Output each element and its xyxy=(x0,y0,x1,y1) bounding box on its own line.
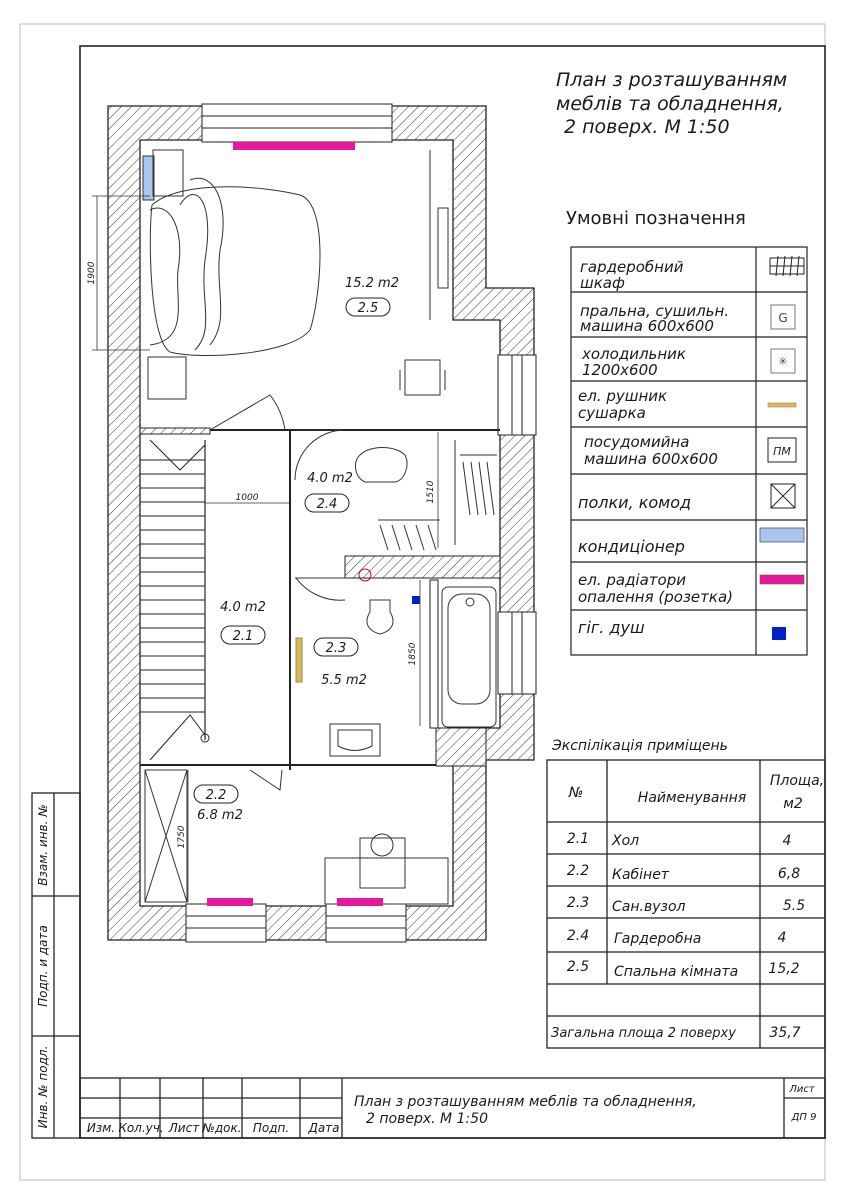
room-area-2-5: 15.2 m2 xyxy=(344,276,400,291)
tb-col-change: Изм. xyxy=(86,1121,116,1135)
staircase xyxy=(140,440,209,760)
radiator-study-left xyxy=(207,898,253,906)
explication-row-area: 6,8 xyxy=(777,866,801,882)
legend-label-wardrobe-2: шкаф xyxy=(580,274,625,292)
tb-col-date: Дата xyxy=(308,1121,340,1135)
explication-row-name: Сан.вузол xyxy=(612,899,686,915)
stamp-replace-inv: Взам. инв. № xyxy=(36,804,50,886)
radiator-icon xyxy=(760,575,804,584)
explication-row-name: Хол xyxy=(612,833,640,849)
tb-description-1: План з розташуванням меблів та обладнення, xyxy=(354,1094,697,1110)
explication-row-name: Кабінет xyxy=(612,867,669,883)
legend-label-ac: кондиціонер xyxy=(578,537,685,556)
room-tag-2-2: 2.2 xyxy=(205,788,227,803)
bath-partition xyxy=(430,580,438,728)
explication-row-num: 2.2 xyxy=(566,863,590,879)
room-area-2-3: 5.5 m2 xyxy=(321,673,367,688)
room-tag-2-4: 2.4 xyxy=(316,497,338,512)
title-line-3: 2 поверх. М 1:50 xyxy=(564,116,730,138)
fridge-icon xyxy=(771,349,795,373)
radiator-bedroom xyxy=(233,142,355,150)
explication-row-area: 15,2 xyxy=(768,961,800,977)
explication-row-num: 2.1 xyxy=(566,831,590,847)
air-conditioner-marker xyxy=(143,156,154,200)
bed-outline xyxy=(150,187,320,356)
bedroom-furniture xyxy=(143,142,448,399)
explication-row-num: 2.5 xyxy=(566,959,590,975)
wardrobe-furniture xyxy=(295,430,497,550)
room-area-2-2: 6.8 m2 xyxy=(197,808,243,823)
svg-text:ПМ: ПМ xyxy=(773,445,791,458)
legend-label-dishwasher-2: машина 600x600 xyxy=(584,450,718,468)
legend-label-shelves: полки, комод xyxy=(578,493,692,512)
toilet xyxy=(367,600,393,634)
legend-label-wardrobe-1: гардеробний xyxy=(580,258,684,276)
legend-heading: Умовні позначення xyxy=(566,208,746,229)
explication-row-name: Спальна кімната xyxy=(614,964,739,980)
stamp-inv-orig: Инв. № подл. xyxy=(36,1045,50,1129)
legend-label-dishwasher-1: посудомийна xyxy=(584,433,690,451)
legend-label-shower: гіг. душ xyxy=(578,618,645,637)
explication-row-name: Гардеробна xyxy=(614,931,702,947)
explication-row-num: 2.4 xyxy=(566,928,590,944)
explication-row-area: 5.5 xyxy=(782,898,806,914)
legend-label-fridge-1: холодильник xyxy=(582,345,686,363)
wardrobe-icon xyxy=(770,256,804,276)
air-conditioner-icon xyxy=(760,528,804,542)
wall-bath-north xyxy=(345,556,500,578)
explication-header-area-1: Площа, xyxy=(769,773,825,789)
shelves-icon xyxy=(771,484,795,508)
tb-sheet-code: ДП 9 xyxy=(791,1112,817,1123)
legend-label-washer-2: машина 600x600 xyxy=(580,317,714,335)
dim-wardrobe: 1510 xyxy=(426,480,436,504)
legend-label-dryer-2: сушарка xyxy=(578,404,646,422)
tb-col-count: Кол.уч. xyxy=(118,1121,164,1135)
dim-bath: 1850 xyxy=(408,642,418,666)
tb-sheet-label: Лист xyxy=(789,1084,815,1095)
window-bottom-right xyxy=(326,904,406,942)
legend-label-fridge-2: 1200x600 xyxy=(582,361,658,379)
radiator-study-right xyxy=(337,898,383,906)
room-tag-2-3: 2.3 xyxy=(325,641,347,656)
room-area-2-4: 4.0 m2 xyxy=(307,471,353,486)
dim-hall: 1000 xyxy=(235,493,259,503)
explication-header-num: № xyxy=(568,785,584,801)
svg-text:G: G xyxy=(778,311,788,325)
explication-row-area: 4 xyxy=(782,833,792,849)
exterior-wall xyxy=(108,106,534,940)
legend-label-washer-1: пральна, сушильн. xyxy=(580,302,730,320)
window-bottom-left xyxy=(186,904,266,942)
room-tag-2-5: 2.5 xyxy=(357,301,379,316)
explication-row-num: 2.3 xyxy=(566,895,590,911)
explication-header-area-2: м2 xyxy=(783,796,803,812)
explication-total-label: Загальна площа 2 поверху xyxy=(551,1026,736,1041)
explication-title: Экспілікація приміщень xyxy=(552,738,728,754)
window-right-upper xyxy=(498,355,536,435)
door-bedroom xyxy=(210,395,285,430)
svg-text:✳: ✳ xyxy=(778,355,788,368)
hygienic-shower xyxy=(412,596,420,604)
explication-total-value: 35,7 xyxy=(769,1025,801,1041)
tb-col-sheet: Лист xyxy=(168,1121,200,1135)
explication-header-name: Найменування xyxy=(637,790,747,806)
tb-col-sign: Подп. xyxy=(252,1121,290,1135)
study-furniture xyxy=(145,770,448,906)
tb-description-2: 2 поверх. М 1:50 xyxy=(366,1111,488,1127)
legend-label-radiator-2: опалення (розетка) xyxy=(578,588,733,606)
legend-label-radiator-1: ел. радіатори xyxy=(578,571,686,589)
legend-label-dryer-1: ел. рушник xyxy=(578,387,668,405)
hygienic-shower-icon xyxy=(772,627,786,640)
washer-icon xyxy=(771,305,795,329)
dim-study: 1750 xyxy=(177,825,187,849)
title-line-2: меблів та обладнення, xyxy=(556,93,784,115)
dim-bedroom: 1900 xyxy=(87,261,97,285)
floor-plan xyxy=(92,104,536,942)
explication-row-area: 4 xyxy=(777,930,787,946)
room-tag-2-1: 2.1 xyxy=(232,629,254,644)
window-top xyxy=(202,104,392,142)
window-right-lower xyxy=(498,612,536,694)
dishwasher-icon xyxy=(768,438,796,462)
towel-dryer-icon xyxy=(768,403,796,407)
room-area-2-1: 4.0 m2 xyxy=(220,600,266,615)
tb-col-doc: №док. xyxy=(202,1121,242,1135)
title-line-1: План з розташуванням xyxy=(556,69,788,91)
stamp-sign-date: Подп. и дата xyxy=(36,925,50,1007)
towel-dryer xyxy=(296,638,302,682)
